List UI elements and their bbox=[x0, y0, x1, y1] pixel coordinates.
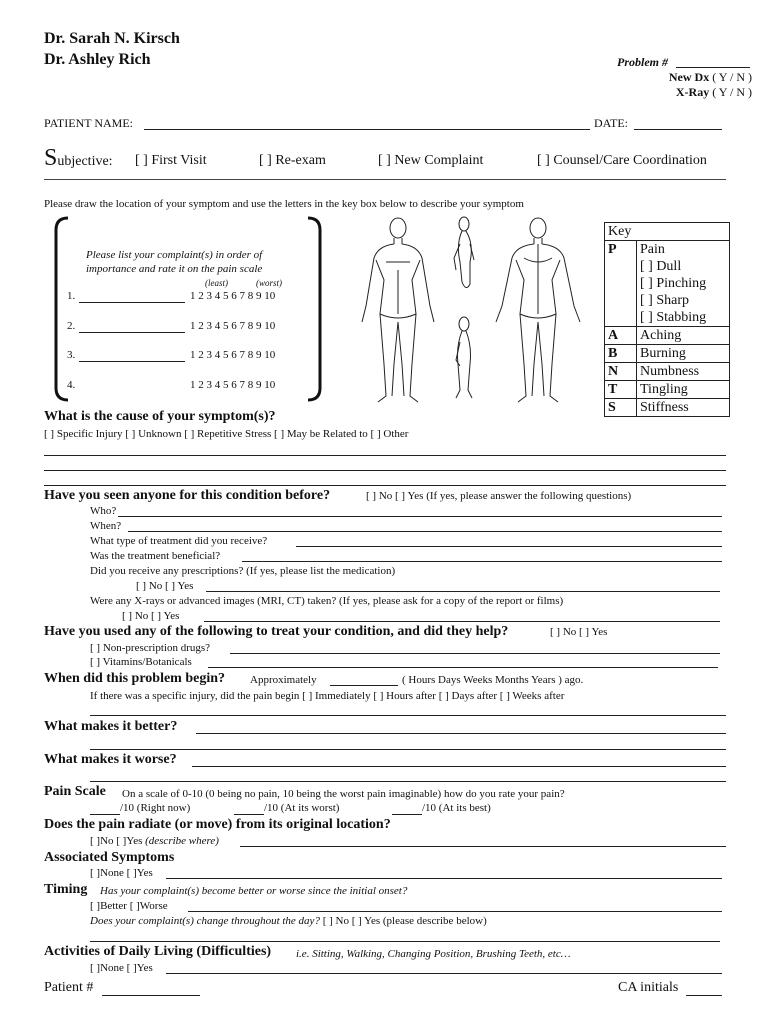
draw-instruction: Please draw the location of your symptom and use the letters in the key box below to describe your symptom bbox=[44, 198, 524, 210]
doctor-name-1: Dr. Sarah N. Kirsch bbox=[44, 30, 180, 47]
key-letter: B bbox=[605, 345, 637, 363]
complaint-num-1: 1. bbox=[67, 290, 76, 302]
nonrx-field[interactable] bbox=[230, 653, 720, 654]
date-label: DATE: bbox=[594, 116, 628, 130]
xrays-label: Were any X-rays or advanced images (MRI, CT) taken? (If yes, please ask for a copy of the report or films) bbox=[90, 595, 564, 607]
approx-label: Approximately bbox=[250, 674, 317, 686]
worse-field-2[interactable] bbox=[90, 781, 726, 782]
worse-heading: What makes it worse? bbox=[44, 752, 177, 767]
complaint-field-3[interactable] bbox=[79, 361, 185, 362]
time-units[interactable]: ( Hours Days Weeks Months Years ) ago. bbox=[402, 674, 584, 686]
vitamins-field[interactable] bbox=[208, 667, 718, 668]
timing-question-2: Does your complaint(s) change throughout the day? [ ] No [ ] Yes (please describe below) bbox=[90, 915, 487, 927]
approx-field[interactable] bbox=[330, 685, 398, 686]
key-sharp-checkbox[interactable]: [ ] Sharp bbox=[640, 293, 689, 308]
xrays-field[interactable] bbox=[204, 621, 720, 622]
worst-label: (worst) bbox=[256, 278, 283, 288]
cause-heading: What is the cause of your symptom(s)? bbox=[44, 409, 276, 424]
problem-label: Problem # bbox=[617, 55, 668, 69]
ca-initials-label: CA initials bbox=[618, 980, 679, 995]
key-label: Tingling bbox=[637, 381, 730, 399]
begin-heading: When did this problem begin? bbox=[44, 671, 226, 686]
key-letter-p: P bbox=[605, 241, 637, 327]
when-label: When? bbox=[90, 520, 122, 532]
adl-field[interactable] bbox=[166, 973, 722, 974]
injury-onset-options[interactable]: If there was a specific injury, did the pain begin [ ] Immediately [ ] Hours after [ ] Days after [ ] Weeks after bbox=[90, 690, 565, 702]
associated-field[interactable] bbox=[166, 878, 722, 879]
when-field[interactable] bbox=[128, 531, 722, 532]
complaint-num-2: 2. bbox=[67, 320, 76, 332]
key-stabbing-checkbox[interactable]: [ ] Stabbing bbox=[640, 310, 707, 325]
who-label: Who? bbox=[90, 505, 117, 517]
body-back-figure bbox=[496, 218, 580, 402]
doctor-name-2: Dr. Ashley Rich bbox=[44, 51, 151, 68]
complaint-instruction-2: importance and rate it on the pain scale bbox=[86, 263, 263, 275]
xray-line: X-Ray ( Y / N ) bbox=[675, 85, 752, 99]
pain-now-label: /10 (Right now) bbox=[120, 802, 191, 814]
pain-worst-label: /10 (At its worst) bbox=[264, 802, 340, 814]
first-visit-checkbox[interactable]: [ ] First Visit bbox=[135, 153, 207, 168]
date-field[interactable] bbox=[634, 129, 722, 130]
better-heading: What makes it better? bbox=[44, 719, 178, 734]
patient-name-field[interactable] bbox=[144, 129, 590, 130]
better-field-2[interactable] bbox=[90, 749, 726, 750]
cause-line-2[interactable] bbox=[44, 470, 726, 471]
pain-worst-field[interactable] bbox=[234, 814, 264, 815]
treatment-label: What type of treatment did you receive? bbox=[90, 535, 268, 547]
symptom-key-table bbox=[604, 222, 730, 417]
who-field[interactable] bbox=[118, 516, 722, 517]
pain-scale-1[interactable]: 1 2 3 4 5 6 7 8 9 10 bbox=[190, 290, 276, 302]
patient-number-label: Patient # bbox=[44, 980, 94, 995]
pain-scale-heading: Pain Scale bbox=[44, 784, 106, 799]
timing-question-1: Has your complaint(s) become better or worse since the initial onset? bbox=[100, 885, 408, 897]
associated-options[interactable]: [ ]None [ ]Yes bbox=[90, 867, 153, 879]
complaint-instruction-1: Please list your complaint(s) in order of bbox=[86, 249, 263, 261]
body-front-figure bbox=[362, 218, 434, 402]
key-letter: S bbox=[605, 399, 637, 417]
treat-options[interactable]: [ ] No [ ] Yes bbox=[550, 626, 608, 638]
ca-initials-field[interactable] bbox=[686, 995, 722, 996]
prescriptions-label: Did you receive any prescriptions? (If yes, please list the medication) bbox=[90, 565, 396, 577]
seen-heading: Have you seen anyone for this condition before? bbox=[44, 488, 331, 503]
complaint-brackets bbox=[52, 216, 324, 402]
problem-field[interactable] bbox=[676, 67, 750, 68]
subjective-heading: Subjective: bbox=[44, 145, 113, 171]
patient-number-field[interactable] bbox=[102, 995, 200, 996]
timing-heading: Timing bbox=[44, 882, 88, 897]
newdx-line: New Dx ( Y / N ) bbox=[668, 70, 752, 84]
pain-best-field[interactable] bbox=[392, 814, 422, 815]
timing-field[interactable] bbox=[188, 911, 722, 912]
treat-heading: Have you used any of the following to treat your condition, and did they help? bbox=[44, 624, 509, 639]
pain-best-label: /10 (At its best) bbox=[422, 802, 491, 814]
adl-options[interactable]: [ ]None [ ]Yes bbox=[90, 962, 153, 974]
key-letter: T bbox=[605, 381, 637, 399]
adl-heading: Activities of Daily Living (Difficulties) bbox=[44, 944, 272, 959]
key-title: Key bbox=[605, 223, 730, 241]
nonrx-checkbox[interactable]: [ ] Non-prescription drugs? bbox=[90, 642, 211, 654]
section-divider bbox=[44, 179, 726, 180]
pain-scale-2[interactable]: 1 2 3 4 5 6 7 8 9 10 bbox=[190, 320, 276, 332]
complaint-field-1[interactable] bbox=[79, 302, 185, 303]
new-complaint-checkbox[interactable]: [ ] New Complaint bbox=[378, 153, 484, 168]
key-label: Numbness bbox=[637, 363, 730, 381]
treatment-field[interactable] bbox=[296, 546, 722, 547]
patient-name-label: PATIENT NAME: bbox=[44, 116, 134, 130]
associated-heading: Associated Symptoms bbox=[44, 850, 175, 865]
cause-line-1[interactable] bbox=[44, 455, 726, 456]
seen-options[interactable]: [ ] No [ ] Yes (If yes, please answer the following questions) bbox=[366, 490, 632, 502]
beneficial-label: Was the treatment beneficial? bbox=[90, 550, 221, 562]
key-letter: A bbox=[605, 327, 637, 345]
adl-examples: i.e. Sitting, Walking, Changing Position, Brushing Teeth, etc… bbox=[296, 948, 571, 960]
counsel-care-checkbox[interactable]: [ ] Counsel/Care Coordination bbox=[537, 153, 707, 168]
key-pain-cell bbox=[637, 241, 730, 327]
least-label: (least) bbox=[205, 278, 228, 288]
prescriptions-field[interactable] bbox=[206, 591, 720, 592]
key-label: Stiffness bbox=[637, 399, 730, 417]
cause-line-3[interactable] bbox=[44, 485, 726, 486]
pain-scale-3[interactable]: 1 2 3 4 5 6 7 8 9 10 bbox=[190, 349, 276, 361]
pain-now-field[interactable] bbox=[90, 814, 120, 815]
complaint-num-3: 3. bbox=[67, 349, 76, 361]
timing-options[interactable]: [ ]Better [ ]Worse bbox=[90, 900, 168, 912]
complaint-field-2[interactable] bbox=[79, 332, 185, 333]
beneficial-field[interactable] bbox=[242, 561, 722, 562]
key-letter: N bbox=[605, 363, 637, 381]
pain-scale-description: On a scale of 0-10 (0 being no pain, 10 being the worst pain imaginable) how do you rate your pain? bbox=[122, 788, 565, 800]
radiate-options[interactable]: [ ]No [ ]Yes (describe where) bbox=[90, 835, 219, 847]
vitamins-checkbox[interactable]: [ ] Vitamins/Botanicals bbox=[90, 656, 192, 668]
radiate-heading: Does the pain radiate (or move) from its original location? bbox=[44, 817, 391, 832]
complaint-num-4: 4. bbox=[67, 379, 76, 391]
better-field-1[interactable] bbox=[196, 733, 726, 734]
key-pinching-checkbox[interactable]: [ ] Pinching bbox=[640, 276, 707, 291]
body-diagram[interactable] bbox=[352, 214, 584, 410]
radiate-field[interactable] bbox=[240, 846, 726, 847]
re-exam-checkbox[interactable]: [ ] Re-exam bbox=[259, 153, 326, 168]
xrays-no-yes[interactable]: [ ] No [ ] Yes bbox=[122, 610, 180, 622]
pain-scale-4[interactable]: 1 2 3 4 5 6 7 8 9 10 bbox=[190, 379, 276, 391]
key-label: Aching bbox=[637, 327, 730, 345]
worse-field-1[interactable] bbox=[192, 766, 726, 767]
cause-options[interactable]: [ ] Specific Injury [ ] Unknown [ ] Repetitive Stress [ ] May be Related to [ ] Other bbox=[44, 428, 409, 440]
key-label: Burning bbox=[637, 345, 730, 363]
prescriptions-no-yes[interactable]: [ ] No [ ] Yes bbox=[136, 580, 194, 592]
key-dull-checkbox[interactable]: [ ] Dull bbox=[640, 259, 682, 274]
key-pain-label: Pain bbox=[640, 242, 665, 257]
begin-line[interactable] bbox=[90, 715, 726, 716]
timing-line[interactable] bbox=[90, 941, 720, 942]
body-side-figures bbox=[454, 217, 474, 398]
